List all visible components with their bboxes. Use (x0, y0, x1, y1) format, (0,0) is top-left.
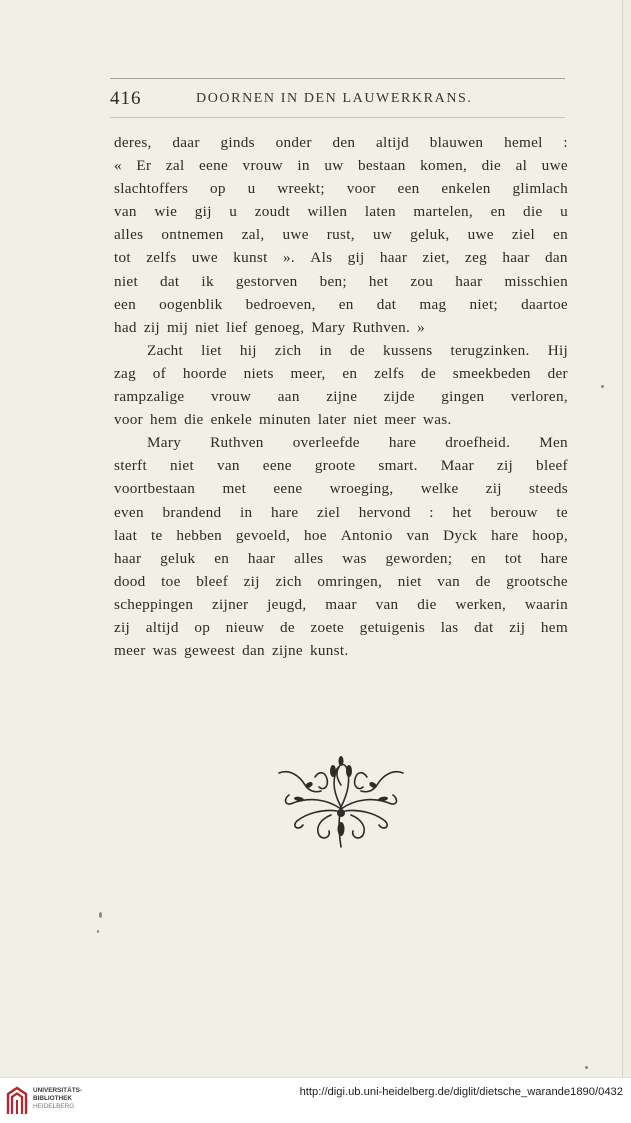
word: was (342, 549, 367, 567)
word: : (429, 503, 434, 521)
university-library-logo-icon (6, 1086, 28, 1116)
word: niet (114, 272, 138, 290)
fleuron-ornament-icon (275, 755, 407, 851)
word: haar (247, 549, 276, 567)
word: enkele (210, 411, 253, 429)
word: en (553, 226, 568, 244)
word: Hij (547, 341, 568, 359)
word: Dyck (443, 526, 478, 544)
word: niet (397, 572, 422, 590)
word: hebben (176, 526, 223, 544)
word: daar (172, 134, 200, 151)
word: groote (314, 457, 356, 475)
text-line (114, 223, 568, 246)
word: was. (422, 411, 452, 429)
word: ziet, (422, 249, 450, 267)
word: op (194, 618, 211, 636)
word: van (406, 526, 430, 544)
word: ontnemen (161, 226, 224, 244)
word: meer, (290, 364, 326, 382)
word: en (214, 549, 230, 567)
word: niet (195, 318, 220, 336)
word: Mary (311, 318, 346, 336)
word: Ruthven. (352, 318, 411, 336)
word: zij (114, 618, 131, 636)
word: die (184, 411, 204, 429)
word: brandend (162, 503, 222, 521)
word: hem (540, 618, 568, 636)
word: las (440, 618, 459, 636)
word: bedroeven, (245, 295, 316, 313)
text-line (114, 616, 568, 639)
word: laat (114, 526, 138, 544)
word: in (240, 503, 253, 521)
word: was (152, 642, 178, 660)
text-line (114, 131, 568, 154)
text-line (114, 431, 568, 454)
word: maar (325, 595, 357, 613)
word: sterft (114, 457, 148, 475)
word: dood (114, 572, 146, 590)
word: de (475, 572, 491, 590)
word: zich (275, 572, 302, 590)
paper-speck (97, 930, 99, 933)
word: zijne (326, 388, 358, 406)
word: het (368, 272, 389, 290)
word: vrouw (210, 388, 252, 406)
word: kussens (383, 341, 433, 359)
word: oogenblik (159, 295, 223, 313)
running-title: DOORNEN IN DEN LAUWERKRANS. (196, 91, 473, 106)
word: haar (502, 249, 530, 267)
word: zij (509, 618, 526, 636)
word: ik (201, 272, 214, 290)
text-line (114, 501, 568, 524)
text-line (114, 454, 568, 477)
paper-speck (601, 385, 604, 388)
word: komen, (420, 157, 468, 175)
word: jeugd, (267, 595, 307, 613)
word: den (332, 134, 356, 151)
word: deres, (114, 134, 152, 151)
word: voor (346, 180, 376, 198)
word: « (114, 157, 122, 175)
word: vrouw (242, 157, 283, 175)
word: smeekbeden (452, 364, 531, 382)
word: gestorven (235, 272, 298, 290)
word: ziel (511, 226, 535, 244)
word: bleef (196, 572, 229, 590)
word: kunst (233, 249, 268, 267)
paper-speck (585, 1066, 588, 1069)
word: met (222, 480, 247, 498)
word: genoeg, (254, 318, 305, 336)
word: zou (410, 272, 434, 290)
word: de (350, 341, 365, 359)
word: voor (114, 411, 144, 429)
word: hoop, (532, 526, 568, 544)
library-name-line2: BIBLIOTHEK (33, 1095, 73, 1102)
text-line (114, 270, 568, 293)
word: hoe (304, 526, 327, 544)
word: minuten (259, 411, 311, 429)
word: zoudt (254, 203, 290, 221)
word: Er (136, 157, 152, 175)
word: rampzalige (114, 388, 185, 406)
word: ginds (220, 134, 255, 151)
word: en (471, 549, 487, 567)
word: Ruthven (210, 434, 264, 452)
word: de (421, 364, 436, 382)
text-line (114, 547, 568, 570)
paper-speck (99, 912, 102, 918)
word: die (417, 595, 437, 613)
text-line (114, 639, 568, 662)
word: op (209, 180, 226, 198)
text-line (114, 593, 568, 616)
word: zij (496, 457, 514, 475)
word: zelfs (146, 249, 177, 267)
word: toe (161, 572, 181, 590)
text-line (114, 200, 568, 223)
word: van (114, 203, 137, 221)
word: droefheid. (445, 434, 511, 452)
word: later (317, 411, 347, 429)
word: ben; (319, 272, 347, 290)
word: martelen, (413, 203, 474, 221)
word: : (563, 134, 568, 151)
text-line (114, 362, 568, 385)
word: en (338, 295, 354, 313)
word: uwe (467, 226, 494, 244)
word: lief (226, 318, 248, 336)
word: het (452, 503, 472, 521)
word: der (547, 364, 568, 382)
page-number: 416 (110, 88, 142, 109)
word: scheppingen (114, 595, 194, 613)
word: wroeging, (329, 480, 394, 498)
word: tot (504, 549, 522, 567)
word: bestaan (358, 157, 406, 175)
word: onder (275, 134, 312, 151)
word: van (216, 457, 240, 475)
word: in (319, 341, 332, 359)
word: dat (376, 295, 397, 313)
word: zij (485, 480, 502, 498)
word: mij (166, 318, 189, 336)
text-line (114, 177, 568, 200)
word: niet; (469, 295, 499, 313)
text-line (114, 524, 568, 547)
word: de (279, 618, 295, 636)
text-line (114, 339, 568, 362)
word: slachtoffers (114, 180, 189, 198)
word: en (490, 203, 506, 221)
word: gevoeld, (235, 526, 291, 544)
word: bleef (536, 457, 568, 475)
word: eene (273, 480, 303, 498)
word: uwe (191, 249, 218, 267)
header-rule-bottom (110, 117, 565, 118)
word: haar (455, 272, 483, 290)
word: » (417, 318, 425, 336)
word: u (247, 180, 256, 198)
word: zoete (310, 618, 345, 636)
word: zijner (212, 595, 249, 613)
word: gij (194, 203, 212, 221)
footer-bar (0, 1077, 631, 1123)
word: u (229, 203, 238, 221)
word: u (560, 203, 568, 221)
word: laten (364, 203, 396, 221)
word: meer (384, 411, 416, 429)
word: zijne (271, 642, 303, 660)
word: alles (114, 226, 144, 244)
word: even (114, 503, 144, 521)
word: willen (307, 203, 348, 221)
word: Men (539, 434, 568, 452)
word: hare (388, 434, 417, 452)
word: van (375, 595, 399, 613)
word: smart. (378, 457, 418, 475)
word: die (523, 203, 543, 221)
library-name (33, 1087, 82, 1111)
word: zij (243, 572, 260, 590)
word: getuigenis (359, 618, 426, 636)
word: altijd (376, 134, 410, 151)
word: hij (239, 341, 257, 359)
word: te (556, 503, 568, 521)
word: gingen (441, 388, 485, 406)
word: uwe (541, 157, 568, 175)
word: hoorde (182, 364, 227, 382)
word: Zacht (147, 341, 184, 359)
text-line (114, 385, 568, 408)
word: zal, (241, 226, 265, 244)
text-line (114, 570, 568, 593)
word: Mary (147, 434, 182, 452)
word: hare (271, 503, 299, 521)
word: wreekt; (277, 180, 325, 198)
library-name-line3: HEIDELBERG (33, 1103, 75, 1110)
word: Maar (440, 457, 474, 475)
body-text (114, 131, 568, 662)
word: van (437, 572, 461, 590)
word: hare (491, 526, 519, 544)
word: meer (114, 642, 146, 660)
word: zich (274, 341, 302, 359)
word: steeds (529, 480, 568, 498)
word: ». (282, 249, 295, 267)
word: alles (294, 549, 324, 567)
word: terugzinken. (450, 341, 530, 359)
word: Als (310, 249, 333, 267)
text-line (114, 154, 568, 177)
word: eene (262, 457, 292, 475)
word: rust, (326, 226, 355, 244)
word: zal (165, 157, 185, 175)
word: hemel (504, 134, 543, 151)
word: tot (114, 249, 131, 267)
word: had (114, 318, 137, 336)
word: dan (545, 249, 568, 267)
text-line (114, 477, 568, 500)
word: overleefde (292, 434, 360, 452)
word: niet (353, 411, 378, 429)
word: kunst. (309, 642, 349, 660)
word: te (150, 526, 163, 544)
word: omringen, (317, 572, 383, 590)
word: geweest (184, 642, 236, 660)
text-line (114, 293, 568, 316)
word: mag (419, 295, 447, 313)
word: enkelen (441, 180, 491, 198)
text-line (114, 316, 568, 339)
word: of (152, 364, 167, 382)
word: haar (379, 249, 408, 267)
word: daartoe (521, 295, 568, 313)
word: voortbestaan (114, 480, 196, 498)
word: hare (540, 549, 568, 567)
library-name-line1: UNIVERSITÄTS- (33, 1087, 82, 1094)
header-rule-top (110, 78, 565, 79)
word: berouw (490, 503, 538, 521)
word: een (114, 295, 136, 313)
word: nieuw (225, 618, 265, 636)
word: zijde (383, 388, 415, 406)
running-header (110, 88, 565, 112)
word: geluk, (410, 226, 450, 244)
word: al (515, 157, 528, 175)
permalink-url[interactable]: http://digi.ub.uni-heidelberg.de/diglit/dietsche_warande1890/0432 (299, 1086, 623, 1098)
word: hem (150, 411, 178, 429)
word: die (481, 157, 502, 175)
word: uwe (282, 226, 309, 244)
word: werken, (455, 595, 507, 613)
word: aan (277, 388, 300, 406)
word: glimlach (512, 180, 568, 198)
word: zelfs (374, 364, 405, 382)
word: uw (324, 157, 344, 175)
text-line (114, 408, 568, 431)
word: en (342, 364, 358, 382)
text-line (114, 246, 568, 269)
word: gij (347, 249, 365, 267)
word: hervond (358, 503, 411, 521)
word: Antonio (340, 526, 393, 544)
word: welke (420, 480, 459, 498)
word: niet (170, 457, 194, 475)
word: verloren, (510, 388, 568, 406)
word: geworden; (385, 549, 453, 567)
word: niets (243, 364, 274, 382)
word: eene (199, 157, 229, 175)
word: misschien (504, 272, 568, 290)
word: in (297, 157, 310, 175)
word: ziel (317, 503, 341, 521)
word: zeg (465, 249, 488, 267)
word: zag (114, 364, 136, 382)
word: geluk (160, 549, 196, 567)
word: dan (242, 642, 265, 660)
word: dat (474, 618, 494, 636)
word: liet (201, 341, 222, 359)
word: haar (114, 549, 142, 567)
word: zij (143, 318, 160, 336)
word: altijd (145, 618, 179, 636)
word: uw (372, 226, 393, 244)
word: grootsche (506, 572, 568, 590)
word: dat (159, 272, 180, 290)
word: wie (154, 203, 178, 221)
word: waarin (524, 595, 568, 613)
word: blauwen (429, 134, 484, 151)
word: een (397, 180, 420, 198)
